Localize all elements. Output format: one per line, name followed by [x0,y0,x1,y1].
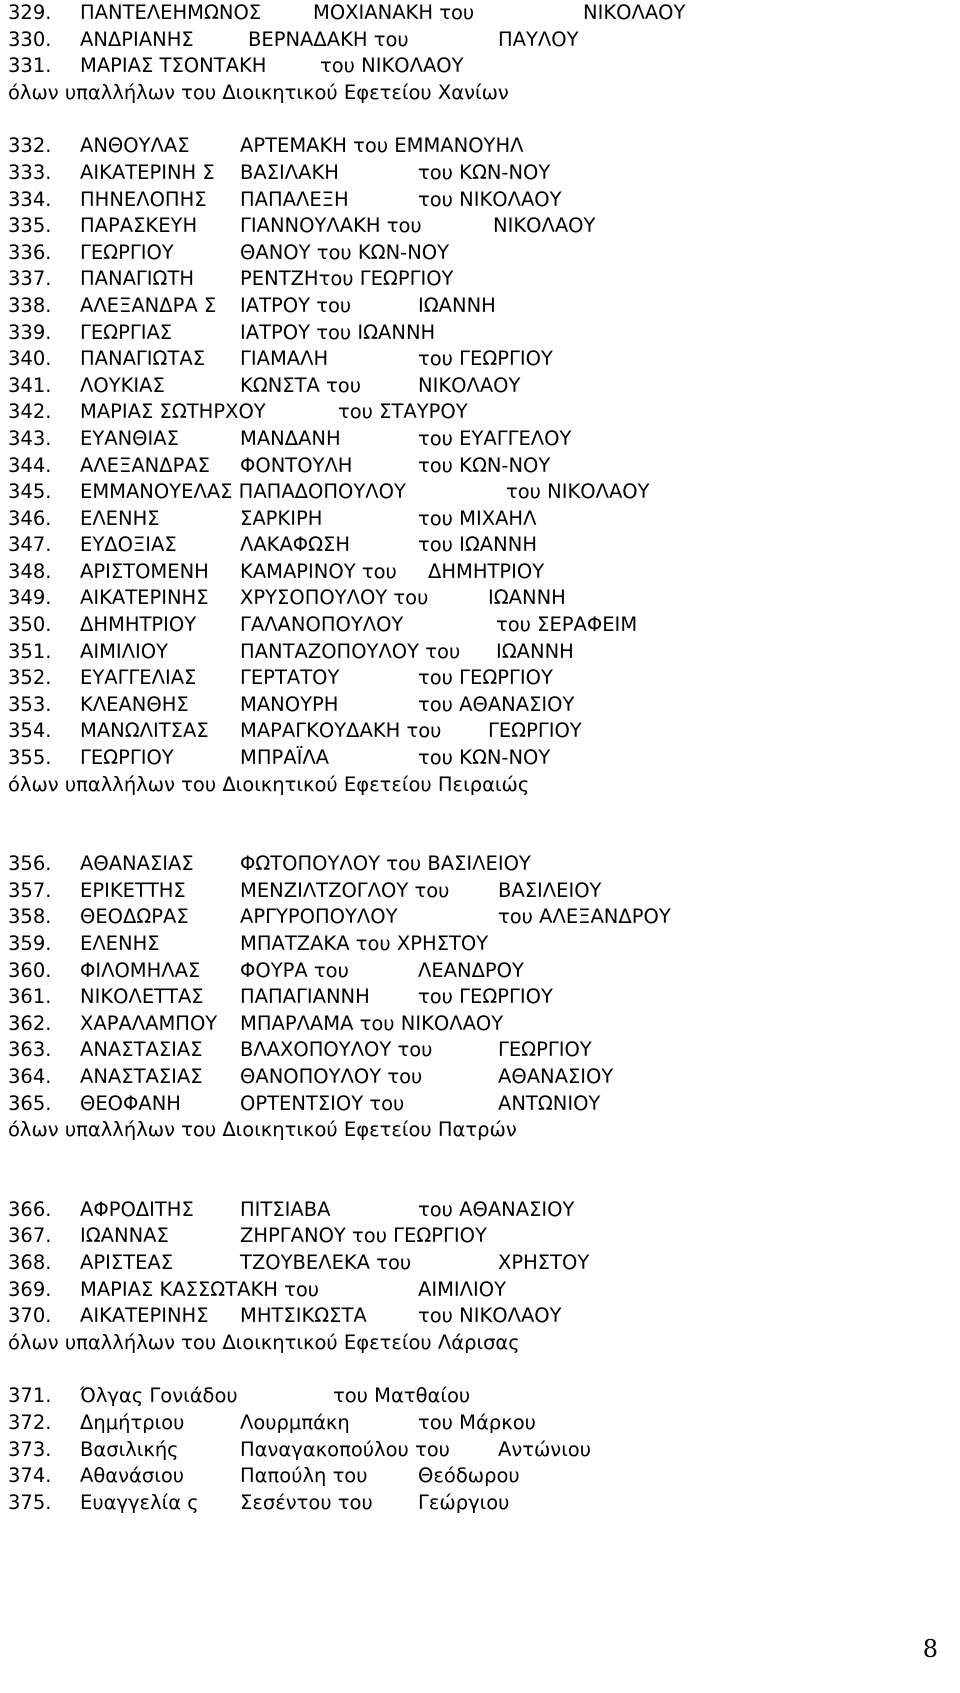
entry-first-name: ΛΟΥΚΙΑΣ [80,373,165,397]
list-item [8,320,948,347]
entry-patronymic: του ΝΙΚΟΛΑΟΥ [506,480,650,504]
list-item [8,266,948,293]
list-item [8,1277,948,1304]
entry-patronymic: ΛΕΑΝΔΡΟΥ [418,958,524,982]
spacer [8,1356,948,1383]
entry-surname: ΜΑΝΔΑΝΗ [240,426,341,450]
entry-first-name: ΠΗΝΕΛΟΠΗΣ [80,187,207,211]
entry-number: 355. [8,746,52,770]
entry-surname: ΖΗΡΓΑΝΟΥ του ΓΕΩΡΓΙΟΥ [240,1224,487,1248]
spacer [8,1144,948,1197]
entry-number: 363. [8,1038,52,1062]
entry-surname: ΡΕΝΤΖΗτου ΓΕΩΡΓΙΟΥ [240,267,454,291]
entry-number: 339. [8,320,52,344]
entry-first-name: ΓΕΩΡΓΙΟΥ [80,240,174,264]
entry-patronymic: Θεόδωρου [418,1464,520,1488]
entry-number: 331. [8,54,52,78]
entry-first-name: ΑΙΚΑΤΕΡΙΝΗ Σ [80,160,215,184]
entry-patronymic: ΠΑΥΛΟΥ [498,27,579,51]
entry-number: 365. [8,1091,52,1115]
entry-surname: ΤΖΟΥΒΕΛΕΚΑ του [240,1250,412,1274]
entry-first-name: ΘΕΟΦΑΝΗ [80,1091,181,1115]
entry-number: 359. [8,932,52,955]
entry-number: 342. [8,400,52,424]
list-item [8,1197,948,1224]
entry-patronymic: του ΙΩΑΝΝΗ [418,533,537,557]
entry-first-name: ΑΙΚΑΤΕΡΙΝΗΣ [80,586,209,610]
entry-first-name: ΑΡΙΣΤΕΑΣ [80,1250,174,1274]
entry-surname: ΘΑΝΟΠΟΥΛΟΥ του [240,1064,423,1088]
entry-first-name: ΜΑΡΙΑΣ ΣΩΤΗΡΧΟΥ [80,400,266,424]
list-item [8,1011,948,1038]
entry-surname: ΑΡΓΥΡΟΠΟΥΛΟΥ [240,905,398,929]
entry-patronymic: του ΓΕΩΡΓΙΟΥ [418,666,553,690]
spacer [8,798,948,851]
list-item [8,984,948,1011]
entry-patronymic: του ΚΩΝ-ΝΟΥ [418,453,551,477]
entry-surname: Παναγακοπούλου του [240,1437,450,1461]
entry-number: 335. [8,214,52,238]
entry-patronymic: του ΕΥΑΓΓΕΛΟΥ [418,426,572,450]
entry-patronymic: ΓΕΩΡΓΙΟΥ [488,719,582,743]
entry-surname: ΦΟΝΤΟΥΛΗ [240,453,353,477]
list-item [8,718,948,745]
entry-first-name: ΑΝΑΣΤΑΣΙΑΣ [80,1038,203,1062]
entry-patronymic: ΑΝΤΩΝΙΟΥ [498,1091,601,1115]
entry-first-name: ΓΕΩΡΓΙΑΣ [80,320,173,344]
list-item [8,1091,948,1118]
entry-first-name: ΕΥΔΟΞΙΑΣ [80,533,177,557]
entry-first-name: ΠΑΝΤΕΛΕΗΜΩΝΟΣ [80,1,262,24]
entry-surname: ΦΩΤΟΠΟΥΛΟΥ του ΒΑΣΙΛΕΙΟΥ [240,852,531,876]
entry-number: 358. [8,905,52,929]
entry-first-name: ΧΑΡΑΛΑΜΠΟΥ [80,1011,218,1035]
entry-patronymic: του ΝΙΚΟΛΑΟΥ [418,1304,562,1328]
entry-first-name: ΑΡΙΣΤΟΜΕΝΗ [80,559,209,583]
entry-number: 371. [8,1384,52,1408]
list-item [8,559,948,586]
list-item [8,27,948,54]
entry-number: 332. [8,134,52,158]
entry-number: 338. [8,293,52,317]
entry-surname: ΓΙΑΝΝΟΥΛΑΚΗ του [240,214,422,238]
entry-patronymic: του ΣΤΑΥΡΟΥ [338,400,468,424]
list-item [8,1490,948,1517]
entry-number: 360. [8,958,52,982]
entry-surname: ΓΙΑΜΑΛΗ [240,347,329,371]
entry-patronymic: του ΣΕΡΑΦΕΙΜ [496,613,638,637]
entry-number: 345. [8,480,52,504]
list-item [8,1383,948,1410]
entry-surname: ΜΠΡΑΪΛΑ [240,746,330,770]
entry-first-name: Δημήτριου [80,1410,185,1434]
list-item [8,293,948,320]
entry-first-name: ΠΑΝΑΓΙΩΤΑΣ [80,347,206,371]
entry-patronymic: του ΑΘΑΝΑΣΙΟΥ [418,692,575,716]
entry-patronymic: ΙΩΑΝΝΗ [418,293,496,317]
entry-patronymic: ΝΙΚΟΛΑΟΥ [583,1,686,24]
entry-surname: ΜΗΤΣΙΚΩΣΤΑ [240,1304,367,1328]
entry-patronymic: Γεώργιου [418,1490,510,1514]
list-item [8,1410,948,1437]
section-caption: όλων υπαλλήλων του Διοικητικού Εφετείου Πειραιώς [8,772,530,796]
entry-number: 347. [8,533,52,557]
entry-number: 352. [8,666,52,690]
entry-patronymic: ΔΗΜΗΤΡΙΟΥ [428,559,545,583]
entry-first-name: ΑΝΑΣΤΑΣΙΑΣ [80,1064,203,1088]
entry-first-name: ΦΙΛΟΜΗΛΑΣ [80,958,201,982]
entry-number: 349. [8,586,52,610]
entry-number: 362. [8,1011,52,1035]
entry-patronymic: του ΝΙΚΟΛΑΟΥ [320,54,464,78]
entry-number: 351. [8,639,52,663]
entry-surname: ΠΑΠΑΓΙΑΝΝΗ [240,985,370,1009]
entry-first-name: ΕΛΕΝΗΣ [80,506,160,530]
entry-number: 346. [8,506,52,530]
entry-number: 354. [8,719,52,743]
entry-first-name: ΙΩΑΝΝΑΣ [80,1224,169,1248]
list-item [8,213,948,240]
entry-surname: ΓΕΡΤΑΤΟΥ [240,666,340,690]
entry-first-name: ΕΡΙΚΕΤΤΗΣ [80,878,186,902]
entry-patronymic: του ΜΙΧΑΗΛ [418,506,537,530]
entry-surname: ΠΑΠΑΛΕΞΗ [240,187,349,211]
list-item [8,160,948,187]
entry-number: 375. [8,1490,52,1514]
entry-number: 361. [8,985,52,1009]
list-item [8,639,948,666]
entry-number: 368. [8,1250,52,1274]
entry-surname: ΚΩΝΣΤΑ του [240,373,361,397]
entry-surname: ΜΕΝΖΙΛΤΖΟΓΛΟΥ του [240,878,450,902]
entry-number: 367. [8,1224,52,1248]
entry-surname: ΘΑΝΟΥ του ΚΩΝ-ΝΟΥ [240,240,450,264]
entry-surname: ΜΑΝΟΥΡΗ [240,692,339,716]
list-item [8,1303,948,1330]
entry-patronymic: του ΑΛΕΞΑΝΔΡΟΥ [498,905,671,929]
list-item [8,240,948,267]
entry-surname: ΧΡΥΣΟΠΟΥΛΟΥ του [240,586,429,610]
list-item [8,1223,948,1250]
entry-number: 353. [8,692,52,716]
entry-first-name: ΑΙΚΑΤΕΡΙΝΗΣ [80,1304,209,1328]
entry-number: 369. [8,1277,52,1301]
entry-first-name: Αθανάσιου [80,1464,185,1488]
list-item [8,1437,948,1464]
entry-number: 372. [8,1410,52,1434]
entry-surname: ΒΛΑΧΟΠΟΥΛΟΥ του [240,1038,433,1062]
entry-surname: ΜΟΧΙΑΝΑΚΗ του [313,1,475,24]
entry-first-name: Ευαγγελία ς [80,1490,199,1514]
entry-number: 343. [8,426,52,450]
entry-first-name: ΑΝΔΡΙΑΝΗΣ [80,27,194,51]
entry-patronymic: Αντώνιου [498,1437,592,1461]
entry-number: 350. [8,613,52,637]
section-caption: όλων υπαλλήλων του Διοικητικού Εφετείου Χανίων [8,80,509,104]
list-item [8,585,948,612]
entry-first-name: ΠΑΡΑΣΚΕΥΗ [80,214,198,238]
entry-patronymic: του Μάρκου [418,1410,536,1434]
entry-patronymic: ΙΩΑΝΝΗ [496,639,574,663]
entry-surname: ΒΑΣΙΛΑΚΗ [240,160,339,184]
entry-patronymic: ΓΕΩΡΓΙΟΥ [498,1038,592,1062]
entry-first-name: ΕΥΑΓΓΕΛΙΑΣ [80,666,197,690]
entry-patronymic: του ΚΩΝ-ΝΟΥ [418,746,551,770]
list-item [8,187,948,214]
entry-patronymic: ΑΘΑΝΑΣΙΟΥ [498,1064,614,1088]
list-item [8,878,948,905]
entry-number: 330. [8,27,52,51]
entry-surname: ΚΑΜΑΡΙΝΟΥ του [240,559,397,583]
entry-first-name: ΑΦΡΟΔΙΤΗΣ [80,1197,194,1221]
entry-number: 374. [8,1464,52,1488]
entry-first-name: ΑΘΑΝΑΣΙΑΣ [80,852,194,876]
entry-surname: Λουρμπάκη [240,1410,350,1434]
entry-patronymic: ΝΙΚΟΛΑΟΥ [493,214,596,238]
entry-number: 340. [8,347,52,371]
page-number: 8 [922,1635,938,1663]
list-item [8,399,948,426]
entry-surname: ΛΑΚΑΦΩΣΗ [240,533,351,557]
entry-first-name: Όλγας Γονιάδου [80,1384,238,1408]
list-item [8,479,948,506]
section-caption: όλων υπαλλήλων του Διοικητικού Εφετείου Λάρισας [8,1330,520,1354]
list-item [8,453,948,480]
list-item [8,1037,948,1064]
entry-surname: ΣΑΡΚΙΡΗ [240,506,323,530]
entry-patronymic: του ΚΩΝ-ΝΟΥ [418,160,551,184]
entry-number: 329. [8,1,52,24]
list-item [8,1250,948,1277]
entry-number: 337. [8,267,52,291]
entry-patronymic: ΝΙΚΟΛΑΟΥ [418,373,521,397]
entry-first-name: ΑΛΕΞΑΝΔΡΑ Σ [80,293,217,317]
list-item [8,692,948,719]
entry-patronymic: ΙΩΑΝΝΗ [488,586,566,610]
entry-first-name: ΕΜΜΑΝΟΥΕΛΑΣ ΠΑΠΑΔΟΠΟΥΛΟΥ [80,480,406,504]
entry-patronymic: ΒΑΣΙΛΕΙΟΥ [498,878,602,902]
list-item [8,426,948,453]
entry-number: 357. [8,878,52,902]
entry-first-name: ΝΙΚΟΛΕΤΤΑΣ [80,985,204,1009]
entry-number: 364. [8,1064,52,1088]
entry-first-name: ΑΙΜΙΛΙΟΥ [80,639,169,663]
entry-first-name: ΘΕΟΔΩΡΑΣ [80,905,189,929]
spacer [8,106,948,133]
list-item [8,1463,948,1490]
list-item [8,612,948,639]
entry-number: 366. [8,1197,52,1221]
entry-patronymic: του ΝΙΚΟΛΑΟΥ [418,187,562,211]
entry-first-name: ΑΝΘΟΥΛΑΣ [80,134,190,158]
entry-surname: Σεσέντου του [240,1490,373,1514]
list-item [8,851,948,878]
entry-number: 341. [8,373,52,397]
list-item [8,745,948,772]
list-item [8,53,948,80]
entry-number: 344. [8,453,52,477]
entry-first-name: ΕΛΕΝΗΣ [80,932,160,955]
list-item [8,0,948,27]
entry-patronymic: ΧΡΗΣΤΟΥ [498,1250,590,1274]
entry-number: 333. [8,160,52,184]
entry-patronymic: του ΓΕΩΡΓΙΟΥ [418,347,553,371]
entry-surname: ΙΑΤΡΟΥ του [240,293,352,317]
document-body [8,0,948,1516]
entry-first-name: ΑΛΕΞΑΝΔΡΑΣ [80,453,211,477]
entry-first-name: ΜΑΡΙΑΣ ΚΑΣΣΩΤΑΚΗ του [80,1277,320,1301]
entry-surname: ΙΑΤΡΟΥ του ΙΩΑΝΝΗ [240,320,436,344]
list-item [8,506,948,533]
entry-first-name: ΔΗΜΗΤΡΙΟΥ [80,613,197,637]
list-item [8,665,948,692]
entry-number: 370. [8,1304,52,1328]
entry-surname: ΠΙΤΣΙΑΒΑ [240,1197,331,1221]
list-item [8,133,948,160]
entry-patronymic: του Ματθαίου [333,1384,471,1408]
entry-patronymic: του ΑΘΑΝΑΣΙΟΥ [418,1197,575,1221]
entry-first-name: ΜΑΝΩΛΙΤΣΑΣ [80,719,209,743]
entry-number: 334. [8,187,52,211]
list-item [8,958,948,985]
entry-first-name: ΕΥΑΝΘΙΑΣ [80,426,179,450]
entry-first-name: ΜΑΡΙΑΣ ΤΣΟΝΤΑΚΗ [80,54,267,78]
entry-surname: ΜΠΑΡΛΑΜΑ του ΝΙΚΟΛΑΟΥ [240,1011,504,1035]
entry-patronymic: του ΓΕΩΡΓΙΟΥ [418,985,553,1009]
entry-surname: ΜΑΡΑΓΚΟΥΔΑΚΗ του [240,719,442,743]
entry-number: 348. [8,559,52,583]
entry-number: 373. [8,1437,52,1461]
entry-number: 336. [8,240,52,264]
entry-surname: ΜΠΑΤΖΑΚΑ του ΧΡΗΣΤΟΥ [240,932,489,955]
entry-first-name: Βασιλικής [80,1437,179,1461]
entry-surname: Παπούλη του [240,1464,368,1488]
entry-surname: ΑΡΤΕΜΑΚΗ του ΕΜΜΑΝΟΥΗΛ [240,134,524,158]
entry-patronymic: ΑΙΜΙΛΙΟΥ [418,1277,507,1301]
entry-first-name: ΠΑΝΑΓΙΩΤΗ [80,267,195,291]
entry-surname: ΓΑΛΑΝΟΠΟΥΛΟΥ [240,613,404,637]
list-item [8,346,948,373]
list-item [8,931,948,958]
entry-first-name: ΓΕΩΡΓΙΟΥ [80,746,174,770]
entry-surname: ΠΑΝΤΑΖΟΠΟΥΛΟΥ του [240,639,461,663]
list-item [8,373,948,400]
entry-surname: ΒΕΡΝΑΔΑΚΗ του [248,27,409,51]
list-item [8,1064,948,1091]
list-item [8,532,948,559]
entry-surname: ΦΟΥΡΑ του [240,958,349,982]
entry-first-name: ΚΛΕΑΝΘΗΣ [80,692,189,716]
entry-surname: ΟΡΤΕΝΤΣΙΟΥ του [240,1091,405,1115]
list-item [8,904,948,931]
entry-number: 356. [8,852,52,876]
section-caption: όλων υπαλλήλων του Διοικητικού Εφετείου Πατρών [8,1118,517,1142]
